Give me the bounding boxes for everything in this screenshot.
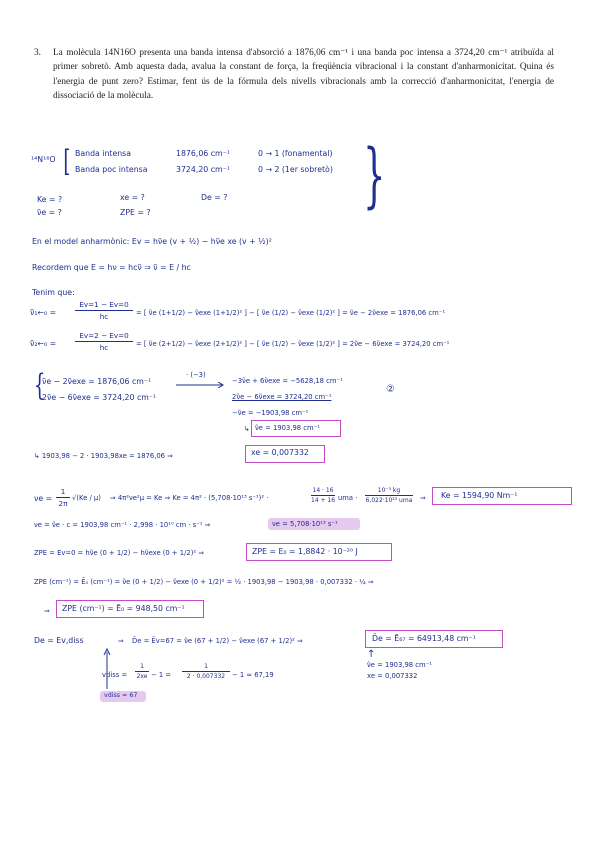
de-arrow: ⇒ — [118, 637, 124, 645]
ke-derivation: ⇒ 4π²νe²μ = Ke ⇒ Ke = 4π² · (5,708·10¹³ s⁻¹)² · — [110, 494, 269, 502]
system-eq2: 2ν̃e − 6ν̃exe = 3724,20 cm⁻¹ — [42, 393, 157, 402]
system-brace-icon: { — [33, 368, 46, 403]
step-1: −3ν̃e + 6ν̃exe = −5628,18 cm⁻¹ — [232, 377, 343, 385]
vdiss-f2-den: 2 · 0,007332 — [186, 673, 226, 680]
band-2-label: Banda poc intensa — [75, 165, 148, 174]
vdiss-f2-num: 1 — [204, 663, 208, 670]
xe-result: xe = 0,007332 — [251, 448, 309, 457]
nu-fraction — [56, 487, 70, 508]
have-line: Tenim que: — [32, 288, 75, 297]
eq2-fraction — [75, 331, 133, 352]
nu-fraction-den: 2π — [58, 499, 68, 508]
unknown-ke: Ke = ? — [37, 195, 63, 204]
system-eq1: ν̃e − 2ν̃exe = 1876,06 cm⁻¹ — [42, 377, 152, 386]
eq1-rhs: = [ ν̃e (1+1/2) − ν̃exe (1+1/2)² ] − [ ν̃e (1/2) − ν̃exe (1/2)² ] = ν̃e − 2ν̃exe = 1876,06 cm⁻¹ — [136, 309, 446, 317]
nue-calculation: νe = ν̃e · c = 1903,98 cm⁻¹ · 2,998 · 10¹⁰ cm · s⁻¹ ⇒ — [34, 521, 211, 529]
de-xe-value: xe = 0,007332 — [367, 672, 418, 680]
zpe-wavenumber-calc: ZPE (cm⁻¹) = Ē₀ (cm⁻¹) = ν̃e (0 + 1/2) − ν̃exe (0 + 1/2)² = ½ · 1903,98 − 1903,98 · 0,007332 · ¼ ⇒ — [34, 578, 374, 586]
band-1-transition: 0 → 1 (fonamental) — [258, 149, 333, 158]
right-brace-icon: } — [363, 134, 386, 216]
de-derivation: D̄e = Ēv=67 = ν̃e (67 + 1/2) − ν̃exe (67 + 1/2)² ⇒ — [132, 637, 303, 645]
nu-lhs: νe = — [34, 494, 53, 503]
vdiss-value: vdiss = 67 — [104, 692, 138, 699]
anharmonic-model-line: En el model anharmònic: Ev = hν̃e (v + ½) − hν̃e xe (v + ½)² — [32, 237, 272, 246]
kg-fraction — [365, 487, 413, 504]
mu-unit: uma · — [338, 494, 358, 502]
de-lhs: De = Ev,diss — [34, 636, 84, 645]
de-nue-value: ν̃e = 1903,98 cm⁻¹ — [367, 661, 432, 669]
eq1-fraction — [75, 300, 133, 321]
left-brace-icon: [ — [63, 144, 71, 179]
unknown-nue: ν̃e = ? — [37, 208, 62, 217]
reduced-mass-fraction — [311, 487, 335, 504]
vdiss-lhs: vdiss = — [102, 671, 128, 679]
kg-num: 10⁻³ kg — [377, 487, 401, 494]
unknown-de: De = ? — [201, 193, 228, 202]
band-1-label: Banda intensa — [75, 149, 132, 158]
problem-number: 3. — [34, 48, 41, 58]
de-result: D̄e = Ē₆₇ = 64913,48 cm⁻¹ — [372, 634, 476, 643]
eq2-lhs: ν̃₂←₀ = — [30, 339, 57, 348]
vdiss-f1-den: 2xe — [136, 673, 148, 680]
ke-arrow: ⇒ — [420, 494, 426, 502]
mu-den: 14 + 16 — [311, 497, 336, 504]
ke-result: Ke = 1594,90 Nm⁻¹ — [441, 491, 518, 500]
band-2-transition: 0 → 2 (1er sobretò) — [258, 165, 333, 174]
nu-fraction-num: 1 — [60, 487, 66, 496]
vdiss-fraction-2 — [182, 663, 230, 680]
problem-statement — [34, 46, 554, 103]
mu-num: 14 · 16 — [312, 487, 334, 494]
kg-den: 6,022·10²³ uma — [365, 497, 413, 504]
band-1-value: 1876,06 cm⁻¹ — [176, 149, 230, 158]
step-mark: ② — [386, 384, 395, 395]
zpe-wavenumber-prefix: ⇒ — [44, 607, 50, 615]
eq1-lhs: ν̃₁←₀ = — [30, 308, 57, 317]
zpe-wavenumber-result: ZPE (cm⁻¹) = Ē₀ = 948,50 cm⁻¹ — [62, 604, 185, 613]
problem-text: La molècula 14N16O presenta una banda intensa d'absorció a 1876,06 cm⁻¹ i una banda poc intensa a 3724,20 cm⁻¹ atribuïda al primer sobretò. Amb aquesta dada, avalua la constant de força, la freqüència vibracional i la constant d'anharmonicitat. Quina és l'energia de punt zero? Estimar, fent ús de la fórmula dels nivells vibracionals amb la correcció d'anharmonicitat, l'energia de dissociació de la molècula. — [53, 48, 554, 101]
vdiss-fraction-1 — [135, 663, 149, 680]
system-operation: · (−3) — [186, 371, 206, 379]
de-up-arrow: ↑ — [367, 649, 376, 660]
vdiss-up-arrow-icon — [103, 648, 111, 690]
step-4-prefix: ↳ — [244, 425, 250, 433]
vdiss-minus-1: − 1 = — [151, 671, 172, 679]
nue-value: νe = 5,708·10¹³ s⁻¹ — [272, 520, 338, 528]
step-2: 2ν̃e − 6ν̃exe = 3724,20 cm⁻¹ — [232, 393, 332, 401]
eq2-denominator: hc — [99, 343, 109, 352]
nue-result: ν̃e = 1903,98 cm⁻¹ — [255, 424, 320, 432]
zpe-joule-calc: ZPE = Ev=0 = hν̃e (0 + 1/2) − hν̃exe (0 + 1/2)² ⇒ — [34, 549, 204, 557]
nu-sqrt: √(Ke / μ) — [72, 494, 101, 502]
zpe-joule-result: ZPE = E₀ = 1,8842 · 10⁻²⁰ J — [252, 547, 358, 556]
arrow-right-icon — [176, 382, 226, 388]
eq1-denominator: hc — [99, 312, 109, 321]
unknown-zpe: ZPE = ? — [120, 208, 151, 217]
xe-calculation: ↳ 1903,98 − 2 · 1903,98xe = 1876,06 ⇒ — [34, 452, 173, 460]
eq2-rhs: = [ ν̃e (2+1/2) − ν̃exe (2+1/2)² ] − [ ν̃e (1/2) − ν̃exe (1/2)² ] = 2ν̃e − 6ν̃exe = 3724,20 cm⁻¹ — [136, 340, 450, 348]
vdiss-f1-num: 1 — [140, 663, 144, 670]
eq1-numerator: Ev=1 − Ev=0 — [79, 300, 129, 309]
recall-line: Recordem que E = hν = hcν̃ ⇒ ν̃ = E / hc — [32, 263, 191, 272]
unknown-xe: xe = ? — [120, 193, 145, 202]
molecule-label: ¹⁴N¹⁶O — [31, 155, 56, 164]
step-3: −ν̃e = −1903,98 cm⁻¹ — [232, 409, 309, 417]
vdiss-result: − 1 ≃ 67,19 — [232, 671, 274, 679]
eq2-numerator: Ev=2 − Ev=0 — [79, 331, 129, 340]
band-2-value: 3724,20 cm⁻¹ — [176, 165, 230, 174]
